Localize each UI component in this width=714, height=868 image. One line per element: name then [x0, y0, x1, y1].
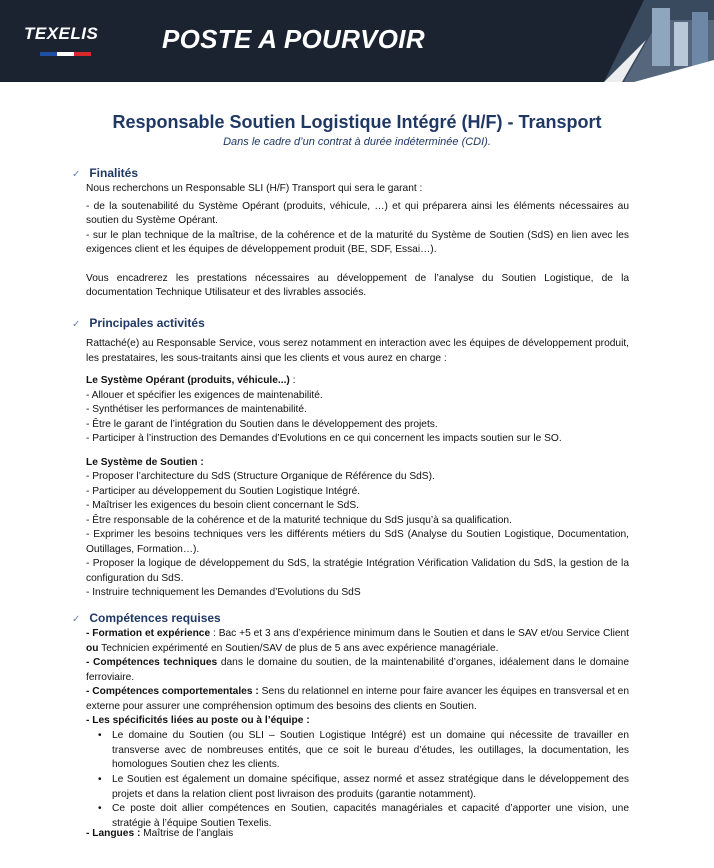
list-item: - Exprimer les besoins techniques vers les différents métiers du SdS (Analyse du Soutien Logistique, Documentation, Outillages, Formation…). — [86, 529, 629, 555]
spec-label: - Les spécificités liées au poste ou à l’équipe : — [86, 715, 310, 726]
list-item: - Participer à l’instruction des Demandes d’Evolutions en ce qui concernent les impacts soutien sur le SO. — [86, 433, 562, 444]
finalites-p2: - sur le plan technique de la maîtrise, de la cohérence et de la maturité du Système de Soutien (SdS) en lien avec les exigences client et les équipes de développement produit (BE, SDF, Essai…). — [86, 229, 629, 255]
header-decoration-image — [604, 0, 714, 82]
list-item: - Être responsable de la cohérence et de la maturité technique du SdS jusqu’à sa qualification. — [86, 514, 512, 526]
competences-techniques — [86, 656, 629, 685]
formation-text: : Bac +5 et 3 ans d’expérience minimum dans le Soutien et dans le SAV et/ou Service Client — [210, 628, 629, 639]
header-banner — [0, 0, 714, 82]
comp-label: - Compétences comportementales : — [86, 686, 259, 697]
list-item: - Proposer la logique de développement du SdS, la stratégie Intégration Vérification Validation du SdS, la gestion de la configuration du SdS. — [86, 558, 629, 584]
bullet-icon: • — [98, 803, 102, 814]
bullet-icon: • — [98, 774, 102, 785]
section-heading-label: Compétences requises — [89, 611, 221, 625]
finalites-p1: - de la soutenabilité du Système Opérant (produits, véhicule, …) et qui préparera ainsi les éléments nécessaires au soutien du Système Opérant. — [86, 200, 629, 226]
finalites-block — [86, 182, 629, 301]
formation-experience — [86, 627, 629, 656]
section-heading-label: Finalités — [89, 166, 139, 180]
checkmark-icon: ✓ — [72, 169, 81, 180]
formation-ou: ou — [86, 642, 99, 654]
list-item: - Synthétiser les performances de maintenabilité. — [86, 404, 307, 415]
finalites-p3: Vous encadrerez les prestations nécessaires au développement de l’analyse du Soutien Logistique, de la documentation Technique Utilisateur et des livrables associés. — [86, 272, 629, 298]
banner-title: POSTE A POURVOIR — [162, 24, 425, 54]
formation-label: - Formation et expérience — [86, 628, 211, 639]
specificites-heading — [86, 714, 629, 729]
langues — [86, 827, 629, 842]
list-item: - Instruire techniquement les Demandes d’Evolutions du SdS — [86, 587, 361, 598]
bullet-item — [98, 773, 629, 802]
bullet-item — [98, 729, 629, 773]
section-heading-finalites — [72, 166, 138, 180]
logo-flag-stripe — [40, 52, 92, 56]
competences-comportementales — [86, 685, 629, 714]
list-item: - Participer au développement du Soutien Logistique Intégré. — [86, 485, 361, 497]
activites-intro: Rattaché(e) au Responsable Service, vous serez notamment en interaction avec les équipes de développement produit, les prestataires, les sous-traitants ainsi que les clients et vous aurez en charge : — [86, 338, 629, 364]
competences-block — [86, 627, 629, 729]
list-item: - Maîtriser les exigences du besoin client concernant le SdS. — [86, 500, 359, 511]
comp-text: Sens du relationnel en interne pour faire avancer les équipes en transversal et en externe pour assurer une compréhension optimum des besoins des clients en Soutien. — [86, 686, 629, 712]
job-title: Responsable Soutien Logistique Intégré (H/F) - Transport — [112, 112, 602, 132]
list-item: - Être le garant de l’intégration du Soutien dans le développement des projets. — [86, 418, 438, 430]
langues-line — [86, 827, 629, 842]
tech-label: - Compétences techniques — [86, 657, 218, 668]
section-heading-competences — [72, 611, 221, 625]
systeme-operant-heading — [86, 374, 629, 389]
list-item: - Allouer et spécifier les exigences de maintenabilité. — [86, 389, 323, 401]
langues-label: - Langues : — [86, 828, 141, 839]
systeme-soutien-heading — [86, 456, 629, 471]
bullet-text: Ce poste doit allier compétences en Soutien, capacités managériales et capacité d’apporter une vision, une stratégie à l’équipe Soutien Texelis. — [112, 803, 629, 829]
formation-text-b: Technicien expérimenté en Soutien/SAV de plus de 5 ans avec expérience managériale. — [98, 642, 499, 654]
systeme-soutien-title: Le Système de Soutien : — [86, 456, 204, 468]
activites-block — [86, 337, 629, 601]
langues-text: Maîtrise de l’anglais — [140, 828, 234, 839]
contract-subtitle: Dans le cadre d’un contrat à durée indéterminée (CDI). — [223, 136, 491, 148]
tech-text: dans le domaine du soutien, de la maintenabilité d’organes, idéalement dans le domaine ferroviaire. — [86, 657, 629, 683]
bullet-text: Le Soutien est également un domaine spécifique, assez normé et assez stratégique dans le développement des projets et dans la relation client post livraison des produits (garantie notamment). — [112, 774, 629, 800]
systeme-operant-title: Le Système Opérant (produits, véhicule...) — [86, 375, 290, 386]
list-item: - Proposer l’architecture du SdS (Structure Organique de Référence du SdS). — [86, 471, 435, 482]
finalites-intro: Nous recherchons un Responsable SLI (H/F) Transport qui sera le garant : — [86, 183, 423, 194]
bullet-icon: • — [98, 730, 102, 741]
checkmark-icon: ✓ — [72, 319, 81, 330]
systeme-operant-colon: : — [289, 375, 296, 386]
bullet-text: Le domaine du Soutien (ou SLI – Soutien Logistique Intégré) est un domaine qui nécessite de travailler en transverse avec de nombreuses entités, que ce soit le bureau d’études, les outillages, la documentation, les homologues Soutien chez les clients. — [112, 730, 629, 770]
section-heading-label: Principales activités — [89, 316, 205, 330]
company-logo: TEXELIS — [24, 24, 99, 43]
section-heading-activites — [72, 316, 205, 330]
checkmark-icon: ✓ — [72, 614, 81, 625]
